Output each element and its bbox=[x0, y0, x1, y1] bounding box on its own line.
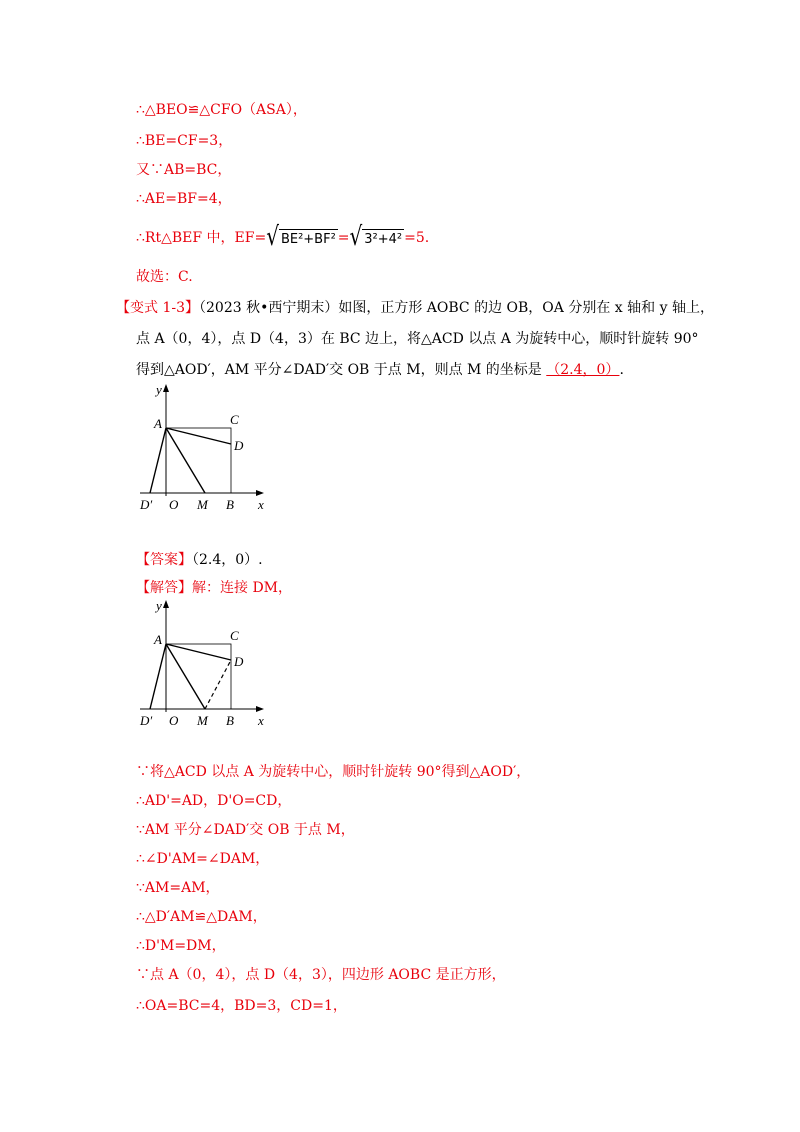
segment-ad bbox=[166, 428, 231, 444]
solution-step-6: ∴△D′AM≌△DAM， bbox=[136, 909, 267, 925]
label-o: O bbox=[169, 497, 179, 512]
choice-line: 故选：C. bbox=[136, 269, 193, 285]
proof-line-4: ∴AE=BF=4， bbox=[136, 191, 232, 207]
figure-problem bbox=[130, 380, 280, 520]
label-o-2: O bbox=[169, 713, 179, 728]
solution-step-3: ∵AM 平分∠DAD′交 OB 于点 M， bbox=[136, 822, 355, 838]
problem-text-3-end: . bbox=[619, 362, 624, 378]
radical-sign-1: √ bbox=[266, 220, 279, 252]
radicand-2: 3²+4² bbox=[362, 229, 404, 250]
label-a: A bbox=[154, 416, 162, 431]
label-b: B bbox=[226, 497, 234, 512]
solution-step-2: ∴AD'=AD，D'O=CD， bbox=[136, 793, 292, 809]
solution-step-7: ∴D'M=DM， bbox=[136, 938, 226, 954]
label-b-2: B bbox=[226, 713, 234, 728]
x-axis-arrow-2 bbox=[256, 706, 264, 712]
answer-line bbox=[136, 550, 263, 570]
radical-sign-2: √ bbox=[349, 220, 363, 252]
answer-blank: （2.4，0） bbox=[546, 362, 620, 378]
proof-line-3: 又∵AB=BC， bbox=[136, 162, 232, 178]
proof-line-5-prefix: ∴Rt△BEF 中，EF= bbox=[136, 230, 267, 246]
proof-line-1: ∴△BEO≌△CFO（ASA）， bbox=[136, 102, 307, 118]
solution-intro-line bbox=[136, 578, 292, 598]
segment-am bbox=[166, 428, 205, 493]
sqrt-expression-1 bbox=[266, 220, 338, 252]
solution-intro: 解：连接 DM， bbox=[192, 580, 293, 596]
label-a-2: A bbox=[154, 632, 162, 647]
segment-ad-prime-2 bbox=[150, 644, 166, 709]
label-c: C bbox=[230, 412, 239, 427]
proof-line-5-eq: = bbox=[337, 230, 350, 246]
problem-text-1: （2023 秋•西宁期末）如图，正方形 AOBC 的边 OB，OA 分别在 x 轴和 y 轴上， bbox=[199, 300, 714, 316]
segment-dm-dashed bbox=[205, 660, 231, 709]
label-m: M bbox=[197, 497, 208, 512]
problem-text-3: 得到△AOD′，AM 平分∠DAD′交 OB 于点 M，则点 M 的坐标是 bbox=[136, 362, 542, 378]
solution-step-4: ∴∠D'AM=∠DAM， bbox=[136, 851, 270, 867]
y-axis-arrow-2 bbox=[163, 600, 169, 608]
label-y: y bbox=[156, 382, 162, 397]
label-d-prime-2: D′ bbox=[140, 713, 153, 728]
problem-line-3 bbox=[136, 360, 624, 380]
answer-tag: 【答案】 bbox=[136, 552, 192, 568]
y-axis-arrow bbox=[163, 384, 169, 392]
label-y-2: y bbox=[156, 598, 162, 613]
solution-step-9: ∴OA=BC=4，BD=3，CD=1， bbox=[136, 998, 347, 1014]
segment-ad-prime bbox=[150, 428, 166, 493]
label-d-2: D bbox=[234, 654, 244, 669]
problem-line-1 bbox=[116, 298, 714, 318]
proof-line-5-suffix: =5. bbox=[404, 230, 430, 246]
x-axis-arrow bbox=[256, 490, 264, 496]
label-m-2: M bbox=[197, 713, 208, 728]
label-c-2: C bbox=[230, 628, 239, 643]
answer-value: （2.4，0）. bbox=[192, 552, 263, 568]
proof-line-2: ∴BE=CF=3， bbox=[136, 133, 233, 149]
figure-solution bbox=[130, 596, 280, 736]
solution-step-5: ∵AM=AM， bbox=[136, 880, 220, 896]
solution-step-8: ∵点 A（0，4），点 D（4，3），四边形 AOBC 是正方形， bbox=[136, 967, 506, 983]
label-d-prime: D′ bbox=[140, 497, 153, 512]
segment-ad-2 bbox=[166, 644, 231, 660]
label-x: x bbox=[258, 497, 264, 512]
proof-line-5 bbox=[136, 220, 430, 252]
problem-tag: 【变式 1-3】 bbox=[116, 300, 199, 316]
sqrt-expression-2 bbox=[349, 220, 405, 252]
solution-tag: 【解答】 bbox=[136, 580, 192, 596]
solution-step-1: ∵将△ACD 以点 A 为旋转中心，顺时针旋转 90°得到△AOD′， bbox=[136, 764, 531, 780]
radicand-1: BE²+BF² bbox=[279, 229, 338, 250]
label-x-2: x bbox=[258, 713, 264, 728]
problem-line-2: 点 A（0，4），点 D（4，3）在 BC 边上，将△ACD 以点 A 为旋转中心，顺时针旋转 90° bbox=[136, 331, 699, 347]
label-d: D bbox=[234, 438, 244, 453]
segment-am-2 bbox=[166, 644, 205, 709]
